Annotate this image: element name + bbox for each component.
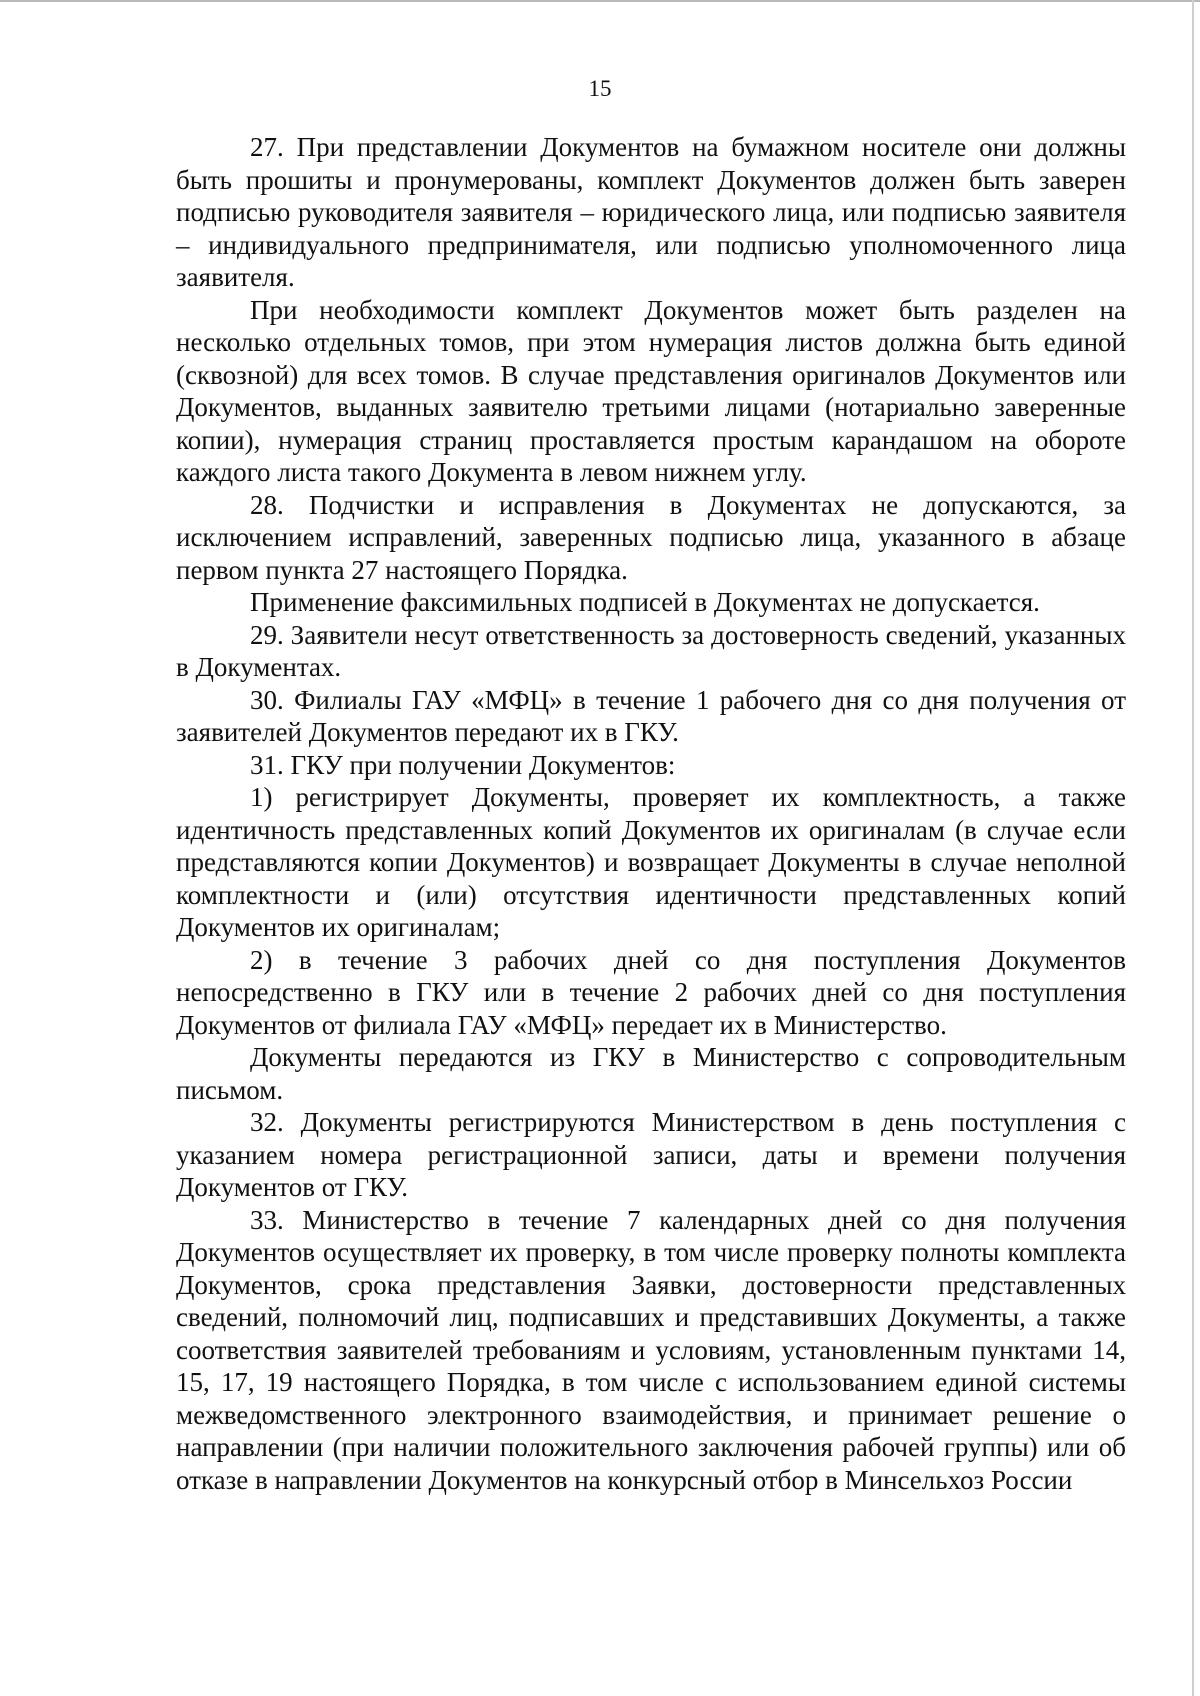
paragraph-31-item-2: 2) в течение 3 рабочих дней со дня поступления Документов непосредственно в ГКУ или в течение 2 рабочих дней со дня поступления Документов от филиала ГАУ «МФЦ» передает их в Министерство. <box>176 944 1126 1040</box>
paragraph-33: 33. Министерство в течение 7 календарных дней со дня получения Документов осуществляет их проверку, в том числе проверку полноты комплекта Документов, срока представления Заявки, достоверности представленных сведений, полномочий лиц, подписавших и представивших Документы, а также соответствия заявителей требованиям и условиям, установленным пунктами 14, 15, 17, 19 настоящего Порядка, в том числе с использованием единой системы межведомственного электронного взаимодействия, и принимает решение о направлении (при наличии положительного заключения рабочей группы) или об отказе в направлении Документов на конкурсный отбор в Минсельхоз России <box>176 1204 1126 1495</box>
paragraph-28-facsimile: Применение факсимильных подписей в Документах не допускается. <box>250 587 1040 617</box>
paragraph-27-volumes: При необходимости комплект Документов может быть разделен на несколько отдельных томов, при этом нумерация листов должна быть единой (сквозной) для всех томов. В случае представления оригиналов Документов или Документов, выданных заявителю третьими лицами (нотариально заверенные копии), нумерация страниц проставляется простым карандашом на обороте каждого листа такого Документа в левом нижнем углу. <box>176 294 1126 487</box>
paragraph-29: 29. Заявители несут ответственность за достоверность сведений, указанных в Документах. <box>176 619 1126 682</box>
paragraph-27: 27. При представлении Документов на бумажном носителе они должны быть прошиты и пронумерованы, комплект Документов должен быть заверен подписью руководителя заявителя – юридического лица, или подписью заявителя – индивидуального предпринимателя, или подписью уполномоченного лица заявителя. <box>176 132 1126 292</box>
document-body <box>176 131 1126 1496</box>
scan-right-edge <box>1192 0 1194 1696</box>
paragraph-31-cover-letter: Документы передаются из ГКУ в Министерство с сопроводительным письмом. <box>176 1042 1126 1105</box>
paragraph-31: 31. ГКУ при получении Документов: <box>250 749 676 780</box>
paragraph-28: 28. Подчистки и исправления в Документах не допускаются, за исключением исправлений, заверенных подписью лица, указанного в абзаце первом пункта 27 настоящего Порядка. <box>176 489 1126 585</box>
paragraph-31-item-1: 1) регистрирует Документы, проверяет их комплектность, а также идентичность представленных копий Документов их оригиналам (в случае если представляются копии Документов) и возвращает Документы в случае неполной комплектности и (или) отсутствия идентичности представленных копий Документов их оригиналам; <box>176 782 1126 942</box>
page-number: 15 <box>588 76 612 101</box>
paragraph-30: 30. Филиалы ГАУ «МФЦ» в течение 1 рабочего дня со дня получения от заявителей Документов передают их в ГКУ. <box>176 684 1126 747</box>
scan-top-edge <box>0 0 1200 2</box>
paragraph-32: 32. Документы регистрируются Министерством в день поступления с указанием номера регистрационной записи, даты и времени получения Документов от ГКУ. <box>176 1107 1126 1202</box>
